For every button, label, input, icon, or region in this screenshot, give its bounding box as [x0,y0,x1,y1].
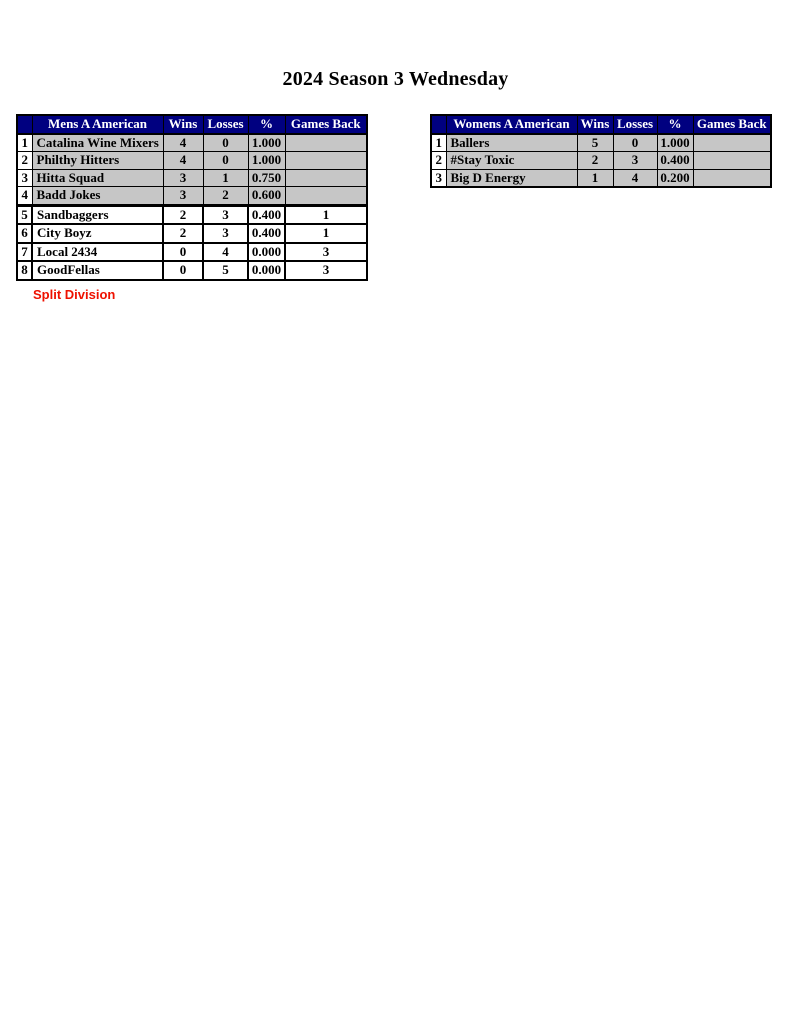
table-row [17,205,367,224]
wins-cell: 0 [163,243,203,262]
col-header-pct: % [248,115,285,134]
losses-cell: 1 [203,169,248,187]
games-back-cell [285,152,367,170]
pct-cell: 1.000 [657,134,693,152]
wins-cell: 4 [163,152,203,170]
games-back-cell: 1 [285,205,367,224]
rank-cell: 2 [17,152,32,170]
losses-cell: 0 [613,134,657,152]
pct-cell: 0.200 [657,169,693,187]
pct-cell: 0.400 [248,205,285,224]
pct-cell: 0.000 [248,261,285,280]
losses-cell: 3 [203,224,248,243]
wins-cell: 2 [163,224,203,243]
wins-cell: 1 [577,169,613,187]
rank-cell: 3 [17,169,32,187]
col-header-rank [431,115,446,134]
team-cell: Hitta Squad [32,169,163,187]
header-row [17,115,367,134]
wins-cell: 4 [163,134,203,152]
losses-cell: 2 [203,187,248,206]
wins-cell: 0 [163,261,203,280]
team-cell: Catalina Wine Mixers [32,134,163,152]
pct-cell: 1.000 [248,152,285,170]
team-cell: Sandbaggers [32,205,163,224]
wins-cell: 3 [163,187,203,206]
team-cell: Ballers [446,134,577,152]
rank-cell: 5 [17,205,32,224]
games-back-cell [285,187,367,206]
losses-cell: 3 [613,152,657,170]
col-header-games-back: Games Back [285,115,367,134]
games-back-cell [285,134,367,152]
table-row [17,224,367,243]
games-back-cell: 3 [285,243,367,262]
rank-cell: 8 [17,261,32,280]
col-header-losses: Losses [613,115,657,134]
table-row [17,243,367,262]
table-row [17,187,367,206]
rank-cell: 1 [17,134,32,152]
team-cell: Local 2434 [32,243,163,262]
losses-cell: 3 [203,205,248,224]
col-header-wins: Wins [163,115,203,134]
col-header-team: Womens A American [446,115,577,134]
wins-cell: 3 [163,169,203,187]
losses-cell: 4 [613,169,657,187]
team-cell: City Boyz [32,224,163,243]
col-header-wins: Wins [577,115,613,134]
team-cell: #Stay Toxic [446,152,577,170]
team-cell: Philthy Hitters [32,152,163,170]
table-row [17,134,367,152]
losses-cell: 5 [203,261,248,280]
losses-cell: 4 [203,243,248,262]
rank-cell: 1 [431,134,446,152]
table-row [431,152,771,170]
pct-cell: 0.400 [248,224,285,243]
col-header-team: Mens A American [32,115,163,134]
table-row [431,169,771,187]
games-back-cell: 1 [285,224,367,243]
table-row [17,261,367,280]
col-header-losses: Losses [203,115,248,134]
col-header-pct: % [657,115,693,134]
losses-cell: 0 [203,152,248,170]
womens-standings-table [430,114,772,188]
col-header-rank [17,115,32,134]
pct-cell: 0.600 [248,187,285,206]
pct-cell: 0.400 [657,152,693,170]
table-row [17,169,367,187]
table-row [17,152,367,170]
table-row [431,134,771,152]
games-back-cell [693,152,771,170]
rank-cell: 4 [17,187,32,206]
header-row [431,115,771,134]
losses-cell: 0 [203,134,248,152]
page-title: 2024 Season 3 Wednesday [282,68,509,90]
split-division-note: Split Division [33,287,116,302]
col-header-games-back: Games Back [693,115,771,134]
rank-cell: 7 [17,243,32,262]
games-back-cell [285,169,367,187]
pct-cell: 0.000 [248,243,285,262]
team-cell: GoodFellas [32,261,163,280]
rank-cell: 6 [17,224,32,243]
games-back-cell [693,134,771,152]
wins-cell: 2 [577,152,613,170]
rank-cell: 2 [431,152,446,170]
pct-cell: 0.750 [248,169,285,187]
wins-cell: 5 [577,134,613,152]
team-cell: Big D Energy [446,169,577,187]
pct-cell: 1.000 [248,134,285,152]
wins-cell: 2 [163,205,203,224]
games-back-cell [693,169,771,187]
team-cell: Badd Jokes [32,187,163,206]
games-back-cell: 3 [285,261,367,280]
mens-standings-table [16,114,368,281]
rank-cell: 3 [431,169,446,187]
